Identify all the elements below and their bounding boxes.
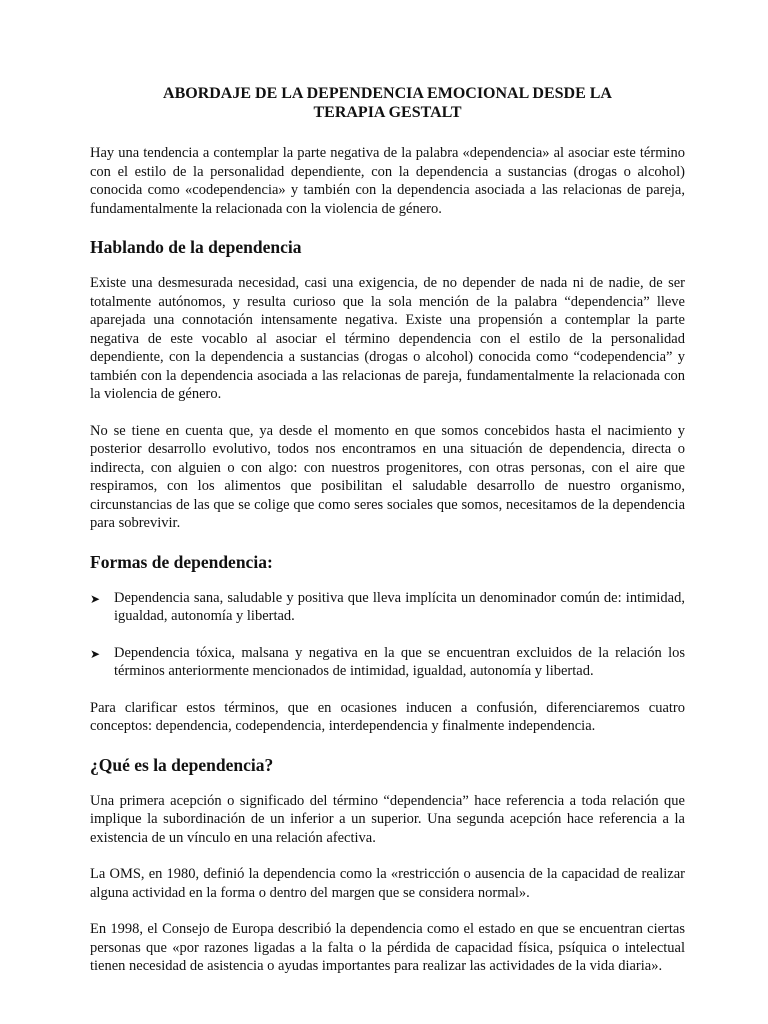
arrowhead-bullet-icon: ➤ [90,646,101,661]
list-item [90,644,685,681]
intro-paragraph: Hay una tendencia a contemplar la parte negativa de la palabra «dependencia» al asociar este término con el estilo de la personalidad dependiente, con la dependencia a sustancias (drogas o alcohol) conocida como «codependencia» y también con la dependencia asociada a las relacionas de pareja, fundamentalmente la relacionada con la violencia de género. [90,145,685,217]
list-item [90,589,685,626]
list-item-text: Dependencia sana, saludable y positiva que lleva implícita un denominador común de: intimidad, igualdad, autonomía y libertad. [114,589,685,624]
section3-paragraph-2: La OMS, en 1980, definió la dependencia como la «restricción o ausencia de la capacidad de realizar alguna actividad en la forma o dentro del margen que se considera normal». [90,866,685,901]
section1-paragraph-1: Existe una desmesurada necesidad, casi una exigencia, de no depender de nada ni de nadie, de ser totalmente autónomos, y resulta curioso que la sola mención de la palabra “dependencia” lleve aparejada una connotación intensamente negativa. Existe una propensión a contemplar la parte negativa de este vocablo al asociar el término dependencia con el estilo de la personalidad dependiente, con la dependencia a sustancias (drogas o alcohol) conocida como “codependencia” y también con la dependencia asociada a las relacionas de pareja, fundamentalmente la relacionada con la violencia de género. [90,275,685,402]
dependency-forms-list [90,589,685,681]
document-title-line-2: TERAPIA GESTALT [313,104,462,121]
document-title-line-1: ABORDAJE DE LA DEPENDENCIA EMOCIONAL DESDE LA [163,85,612,102]
section-heading-formas: Formas de dependencia: [90,551,273,572]
section-heading-que-es: ¿Qué es la dependencia? [90,754,274,775]
section1-paragraph-2: No se tiene en cuenta que, ya desde el momento en que somos concebidos hasta el nacimiento y posterior desarrollo evolutivo, todos nos encontramos en una situación de dependencia, directa o indirecta, con alguien o con algo: con nuestros progenitores, con otras personas, con el aire que respiramos, con los alimentos que posibilitan el saludable desarrollo de nuestro organismo, circunstancias de las que se colige que como seres sociales que somos, necesitamos de la dependencia para sobrevivir. [90,422,685,531]
section2-paragraph-1: Para clarificar estos términos, que en ocasiones inducen a confusión, diferenciaremos cuatro conceptos: dependencia, codependencia, interdependencia y finalmente independencia. [90,699,685,734]
document-title [90,84,685,122]
arrowhead-bullet-icon: ➤ [90,591,101,606]
section3-paragraph-3: En 1998, el Consejo de Europa describió la dependencia como el estado en que se encuentran ciertas personas que «por razones ligadas a la falta o la pérdida de capacidad física, psíquica o intelectual tienen necesidad de asistencia o ayudas importantes para realizar las actividades de la vida diaria». [90,921,685,974]
list-item-text: Dependencia tóxica, malsana y negativa en la que se encuentran excluidos de la relación los términos anteriormente mencionados de intimidad, igualdad, autonomía y libertad. [114,644,685,679]
section3-paragraph-1: Una primera acepción o significado del término “dependencia” hace referencia a toda relación que implique la subordinación de un inferior a un superior. Una segunda acepción hace referencia a la existencia de un vínculo en una relación afectiva. [90,792,685,846]
section-heading-hablando: Hablando de la dependencia [90,237,302,257]
